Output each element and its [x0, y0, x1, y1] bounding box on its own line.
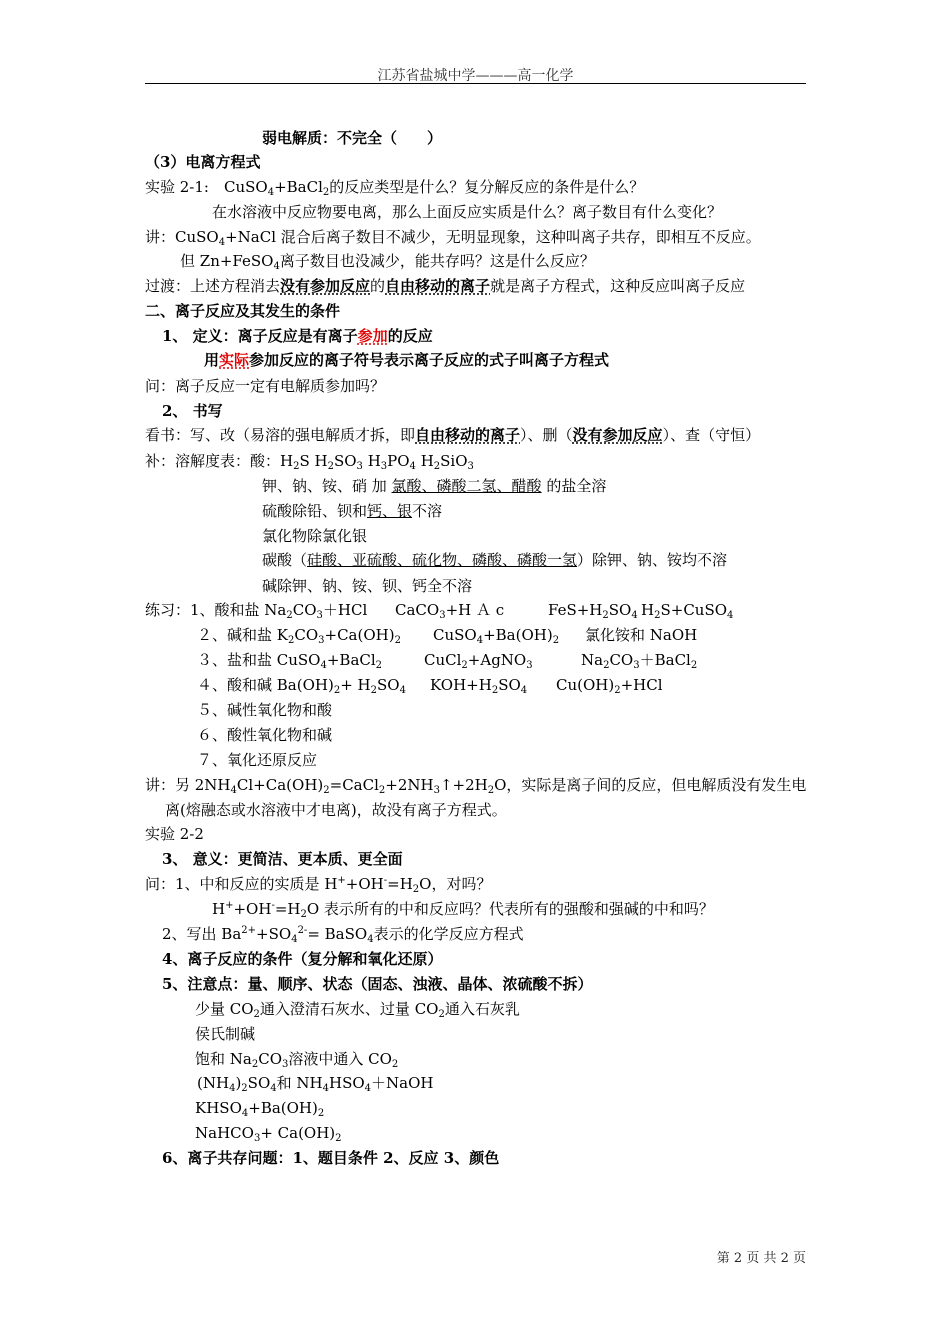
reaction-conditions-line: 4、离子反应的条件（复分解和氧化还原） — [162, 950, 443, 968]
lecture-line-2: 但 Zn+FeSO$_4$离子数目也没减少，能共存吗？这是什么反应？ — [180, 252, 595, 272]
question-electrolyte: 问：离子反应一定有电解质参加吗？ — [145, 377, 386, 395]
exercise-2-a: ２、碱和盐 $K_2CO_3+Ca(OH)_2$ — [197, 626, 401, 646]
exercise-1-b: CaCO$_3$+H Ａ c — [395, 601, 505, 621]
question-line: 在水溶液中反应物要电离，那么上面反应实质是什么？离子数目有什么变化？ — [212, 203, 723, 221]
lecture-ammonium-line-2: 离(熔融态或水溶液中才电离)，故没有离子方程式。 — [165, 801, 507, 819]
exercise-1-d: $H_2S+CuSO_4$ — [641, 601, 734, 621]
transition-line: 过渡：上述方程消去没有参加反应的自由移动的离子就是离子方程式，这种反应叫离子反应 — [145, 277, 746, 295]
exercise-1-a: 练习：1、酸和盐 $Na_2CO_3+HCl$ — [145, 601, 368, 621]
writing-heading: 2、 书写 — [162, 402, 223, 420]
writing-steps-line: 看书：写、改（易溶的强电解质才拆，即自由移动的离子）、删（没有参加反应）、查（守恒） — [145, 426, 761, 444]
question-neutralization-1: 问：1、中和反应的实质是 $H^++OH^-=H_2O$，对吗？ — [145, 875, 492, 895]
note-hou-process: 侯氏制碱 — [195, 1025, 256, 1043]
note-nahco3: NaHCO$_3$+ $Ca(OH)_2$ — [195, 1124, 342, 1144]
question-neutralization-2: $H^++OH^-=H_2O$ 表示所有的中和反应吗？代表所有的强酸和强碱的中和吗？ — [212, 900, 714, 920]
solubility-rule-1: 钾、钠、铵、硝 加 氯酸、磷酸二氢、醋酸 的盐全溶 — [262, 477, 607, 495]
solubility-rule-3: 氯化物除氯化银 — [262, 527, 368, 545]
note-khso4: $KHSO_4+Ba(OH)_2$ — [195, 1099, 325, 1119]
lecture-ammonium-line: 讲：另 $2NH_4Cl+Ca(OH)_2=CaCl_2+2NH_3↑+2H_2O$，实际是离子间的反应，但电解质没有发生电 — [145, 776, 807, 796]
ionic-equation-definition: 用实际参加反应的离子符号表示离子反应的式子叫离子方程式 — [204, 351, 610, 369]
section-ionization-equation: （3）电离方程式 — [145, 153, 261, 171]
page-header: 江苏省盐城中学———高一化学 — [377, 68, 574, 84]
weak-electrolyte-line: 弱电解质：不完全（ ） — [262, 129, 443, 147]
experiment-2-2: 实验 2-2 — [145, 825, 204, 843]
header-rule — [145, 83, 806, 84]
question-barium-sulfate: 2、写出 $Ba^{2+}+SO_4^{2-}=$ BaSO$_4$表示的化学反应方程式 — [162, 925, 524, 945]
exercise-2-c: 氯化铵和 NaOH — [585, 626, 698, 644]
notes-line: 5、注意点：量、顺序、状态（固态、浊液、晶体、浓硫酸不拆） — [162, 975, 593, 993]
exercise-6: ６、酸性氧化物和碱 — [197, 726, 333, 744]
exercise-3-b: CuCl$_2$+AgNO$_3$ — [424, 651, 533, 671]
exercise-1-c: $FeS+H_2SO_4$ — [548, 601, 638, 621]
solubility-acids-line: 补：溶解度表：酸：$H_2S$ $H_2SO_3$ $H_3PO_4$ $H_2SiO_3$ — [145, 452, 474, 472]
exercise-5: ５、碱性氧化物和酸 — [197, 701, 333, 719]
solubility-rule-2: 硫酸除铅、钡和钙、银不溶 — [262, 502, 443, 520]
significance-line: 3、 意义：更简洁、更本质、更全面 — [162, 850, 403, 868]
note-sodium-carbonate: 饱和 $Na_2CO_3$溶液中通入 $CO_2$ — [195, 1050, 399, 1070]
page-footer: 第 2 页 共 2 页 — [716, 1251, 806, 1266]
exercise-4-b: $KOH+H_2SO_4$ — [430, 676, 528, 696]
section-2-title: 二、离子反应及其发生的条件 — [145, 302, 341, 320]
experiment-2-1-line: 实验 2-1: CuSO$_4$+BaCl$_2$的反应类型是什么？复分解反应的条件是什么？ — [145, 178, 645, 198]
solubility-rule-5: 碱除钾、钠、铵、钡、钙全不溶 — [262, 577, 473, 595]
exercise-7: ７、氧化还原反应 — [197, 751, 318, 769]
note-co2-lime: 少量 $CO_2$通入澄清石灰水、过量 $CO_2$通入石灰乳 — [195, 1000, 520, 1020]
ion-coexistence-line: 6、离子共存问题：1、题目条件 2、反应 3、颜色 — [162, 1149, 500, 1167]
solubility-rule-4: 碳酸（硅酸、亚硫酸、硫化物、磷酸、磷酸一氢）除钾、钠、铵均不溶 — [262, 551, 728, 569]
definition-line: 1、 定义：离子反应是有离子参加的反应 — [162, 327, 433, 345]
exercise-4-c: $Cu(OH)_2+HCl$ — [556, 676, 663, 696]
lecture-line-1: 讲：CuSO$_4$+NaCl 混合后离子数目不减少，无明显现象，这种叫离子共存，即相互不反应。 — [145, 228, 761, 248]
exercise-3-c: $Na_2CO_3+BaCl_2$ — [581, 651, 698, 671]
exercise-2-b: $CuSO_4+Ba(OH)_2$ — [433, 626, 560, 646]
exercise-4-a: ４、酸和碱 $Ba(OH)_2+ H_2SO_4$ — [197, 676, 406, 696]
note-ammonium-sulfate: $(NH_4)_2SO_4$和 $NH_4HSO_4+NaOH$ — [197, 1074, 434, 1094]
exercise-3-a: ３、盐和盐 CuSO$_4$+BaCl$_2$ — [197, 651, 383, 671]
